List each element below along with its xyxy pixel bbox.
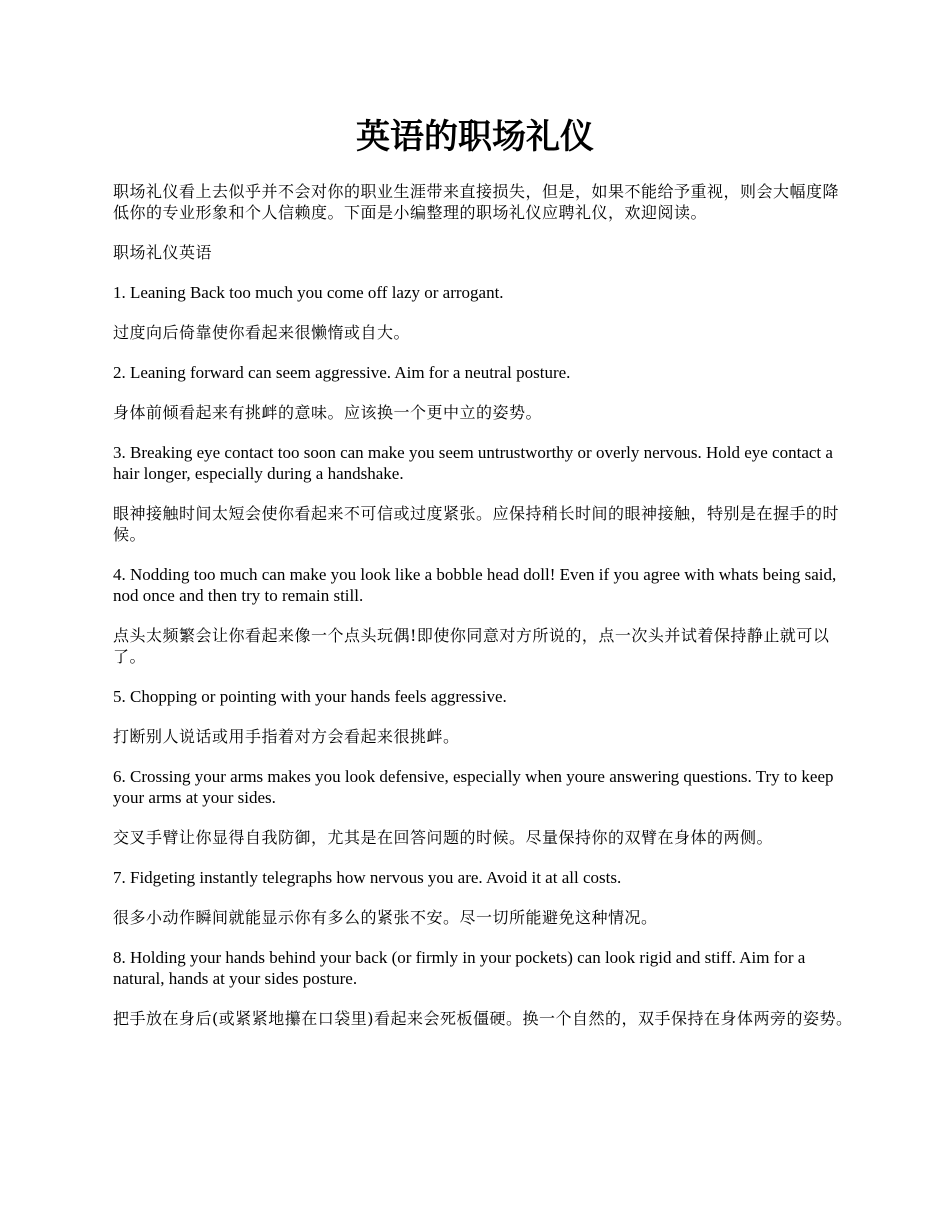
- document-title: 英语的职场礼仪: [356, 117, 594, 157]
- chinese-translation-7: 很多小动作瞬间就能显示你有多么的紧张不安。尽一切所能避免这种情况。: [113, 908, 658, 927]
- english-tip-5: 5. Chopping or pointing with your hands feels aggressive.: [113, 687, 507, 706]
- chinese-translation-4: 点头太频繁会让你看起来像一个点头玩偶!即使你同意对方所说的，点一次头并试着保持静止就可以了。: [113, 626, 830, 666]
- chinese-translation-1: 过度向后倚靠使你看起来很懒惰或自大。: [113, 323, 411, 342]
- chinese-translation-3: 眼神接触时间太短会使你看起来不可信或过度紧张。应保持稍长时间的眼神接触，特别是在握手的时候。: [113, 504, 840, 544]
- document-body: [113, 181, 853, 1029]
- english-tip-2: 2. Leaning forward can seem aggressive. Aim for a neutral posture.: [113, 363, 571, 382]
- english-tip-1: 1. Leaning Back too much you come off lazy or arrogant.: [113, 283, 504, 302]
- english-tip-6: 6. Crossing your arms makes you look defensive, especially when youre answering questions. Try to keep your arms at your sides.: [113, 767, 834, 807]
- intro-paragraph: 职场礼仪看上去似乎并不会对你的职业生涯带来直接损失，但是，如果不能给予重视，则会大幅度降低你的专业形象和个人信赖度。下面是小编整理的职场礼仪应聘礼仪，欢迎阅读。: [113, 182, 840, 222]
- document-page: [113, 0, 853, 1048]
- chinese-translation-5: 打断别人说话或用手指着对方会看起来很挑衅。: [113, 727, 460, 746]
- chinese-translation-8: 把手放在身后(或紧紧地攥在口袋里)看起来会死板僵硬。换一个自然的，双手保持在身体两旁的姿势。: [113, 1009, 853, 1028]
- english-tip-4: 4. Nodding too much can make you look like a bobble head doll! Even if you agree with whats being said, nod once and then try to remain still.: [113, 565, 837, 605]
- english-tip-8: 8. Holding your hands behind your back (or firmly in your pockets) can look rigid and stiff. Aim for a natural, hands at your sides posture.: [113, 948, 806, 988]
- chinese-translation-6: 交叉手臂让你显得自我防御，尤其是在回答问题的时候。尽量保持你的双臂在身体的两侧。: [113, 828, 774, 847]
- chinese-translation-2: 身体前倾看起来有挑衅的意味。应该换一个更中立的姿势。: [113, 403, 543, 422]
- section-heading: 职场礼仪英语: [113, 243, 213, 262]
- english-tip-3: 3. Breaking eye contact too soon can make you seem untrustworthy or overly nervous. Hold eye contact a hair longer, especially during a handshake.: [113, 443, 833, 483]
- english-tip-7: 7. Fidgeting instantly telegraphs how nervous you are. Avoid it at all costs.: [113, 868, 622, 887]
